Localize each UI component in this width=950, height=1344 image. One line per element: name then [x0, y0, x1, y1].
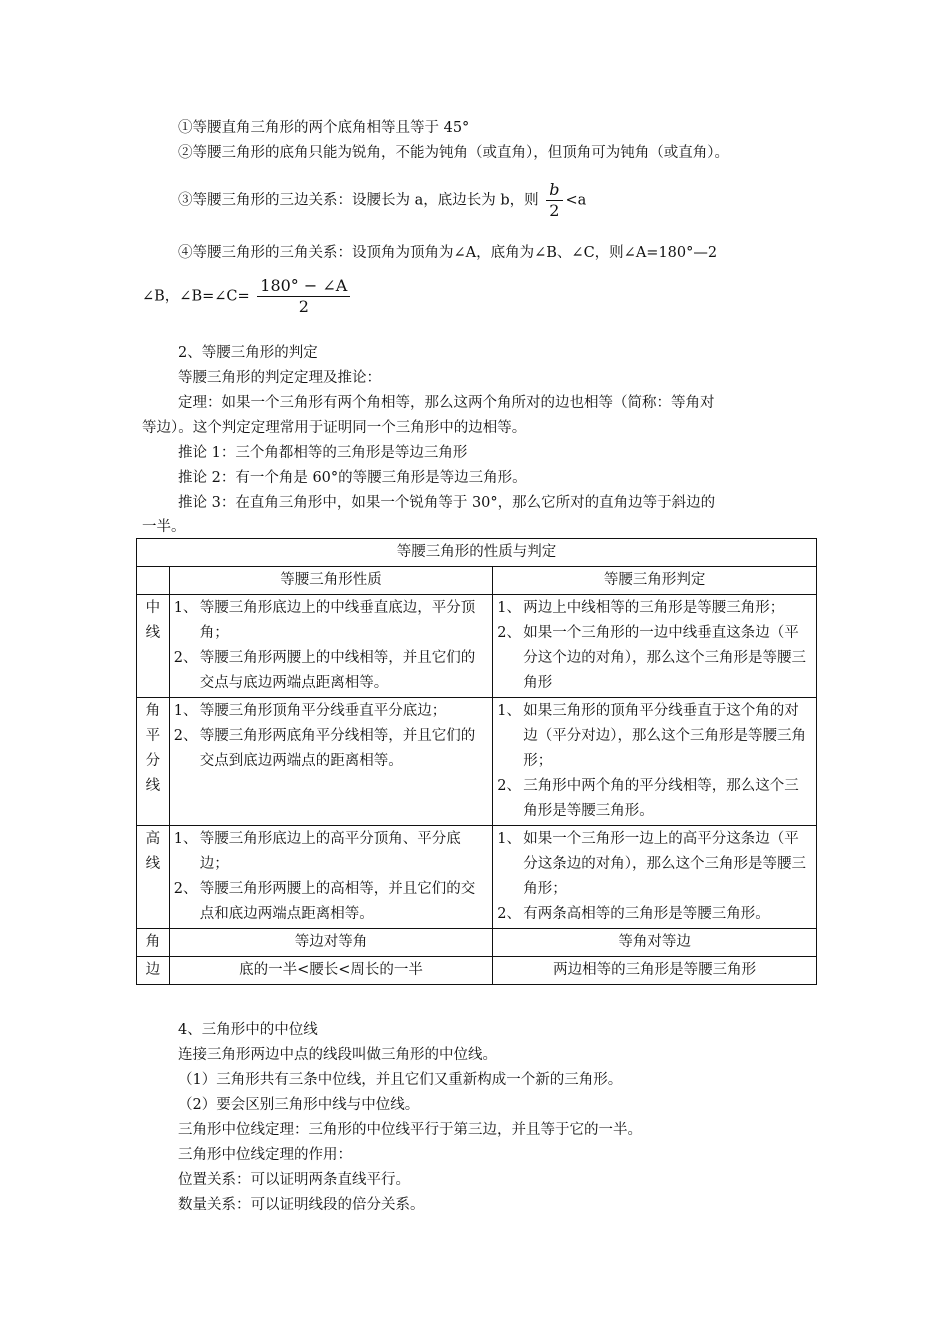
row-property-cell — [169, 698, 493, 826]
item-text: 等腰三角形两腰上的高相等，并且它们的交点和底边两端点距离相等。 — [199, 881, 476, 922]
edge-side: 边 — [137, 957, 170, 985]
row-side-label: 角平分线 — [137, 698, 170, 826]
item-number: 2、 — [497, 625, 522, 641]
item-text: 如果一个三角形的一边中线垂直这条边（平分这个边的对角），那么这个三角形是等腰三角形 — [523, 625, 807, 691]
row-judge-cell — [493, 698, 817, 826]
list-item — [174, 699, 489, 724]
property-4-cont — [142, 276, 353, 317]
judge-heading: 2、等腰三角形的判定 — [178, 345, 318, 361]
property-judge-table — [136, 538, 817, 985]
item-number: 2、 — [497, 778, 522, 794]
fraction-numerator: b — [546, 180, 562, 201]
list-item — [497, 596, 812, 621]
item-number: 1、 — [173, 703, 198, 719]
table-row — [137, 826, 817, 929]
table-row — [137, 698, 817, 826]
header-judge: 等腰三角形判定 — [493, 567, 817, 595]
table-title: 等腰三角形的性质与判定 — [137, 539, 817, 567]
edge-judge: 两边相等的三角形是等腰三角形 — [493, 957, 817, 985]
item-text: 等腰三角形底边上的中线垂直底边，平分顶角； — [199, 600, 476, 641]
fraction-denominator: 2 — [298, 297, 309, 316]
row-property-cell — [169, 595, 493, 698]
item-number: 1、 — [497, 703, 522, 719]
list-item — [174, 724, 489, 774]
list-item — [497, 621, 812, 696]
corollary-2: 推论 2：有一个角是 60°的等腰三角形是等边三角形。 — [178, 470, 527, 486]
header-property: 等腰三角形性质 — [169, 567, 493, 595]
list-item — [497, 774, 812, 824]
fraction-denominator: 2 — [549, 201, 560, 220]
item-text: 等腰三角形底边上的高平分顶角、平分底边； — [199, 831, 461, 872]
angle-prop: 等边对等角 — [169, 929, 493, 957]
item-text: 三角形中两个角的平分线相等，那么这个三角形是等腰三角形。 — [523, 778, 799, 819]
midline-definition: 连接三角形两边中点的线段叫做三角形的中位线。 — [178, 1047, 497, 1063]
property-1: ①等腰直角三角形的两个底角相等且等于 45° — [178, 120, 470, 136]
corollary-3-line-1: 推论 3：在直角三角形中，如果一个锐角等于 30°，那么它所对的直角边等于斜边的 — [178, 495, 716, 511]
theorem-line-2: 等边）。这个判定定理常用于证明同一个三角形中的边相等。 — [142, 420, 527, 436]
list-item — [497, 902, 812, 927]
item-text: 如果三角形的顶角平分线垂直于这个角的对边（平分对边），那么这个三角形是等腰三角形； — [523, 703, 807, 769]
item-number: 2、 — [173, 728, 198, 744]
item-text: 两边上中线相等的三角形是等腰三角形； — [523, 600, 785, 616]
item-text: 等腰三角形两底角平分线相等，并且它们的交点到底边两端点的距离相等。 — [199, 728, 476, 769]
table-row — [137, 595, 817, 698]
item-number: 2、 — [497, 906, 522, 922]
item-number: 2、 — [173, 881, 198, 897]
row-judge-cell — [493, 595, 817, 698]
midline-quantity: 数量关系：可以证明线段的倍分关系。 — [178, 1197, 425, 1213]
edge-prop: 底的一半<腰长<周长的一半 — [169, 957, 493, 985]
theorem-line-1: 定理：如果一个三角形有两个角相等，那么这两个角所对的边也相等（简称：等角对 — [178, 395, 715, 411]
property-3-tail: <a — [565, 192, 587, 209]
item-text: 有两条高相等的三角形是等腰三角形。 — [523, 906, 770, 922]
item-number: 1、 — [497, 831, 522, 847]
midline-usage: 三角形中位线定理的作用： — [178, 1147, 352, 1163]
item-text: 等腰三角形两腰上的中线相等，并且它们的交点与底边两端点距离相等。 — [199, 650, 476, 691]
property-4-cont-text: ∠B，∠B=∠C= — [142, 288, 250, 305]
midline-note-1: （1）三角形共有三条中位线，并且它们又重新构成一个新的三角形。 — [178, 1072, 623, 1088]
midline-theorem: 三角形中位线定理：三角形的中位线平行于第三边，并且等于它的一半。 — [178, 1122, 642, 1138]
fraction-angle — [257, 276, 350, 317]
item-number: 1、 — [173, 600, 198, 616]
angle-row — [137, 929, 817, 957]
property-3 — [178, 180, 586, 221]
list-item — [174, 646, 489, 696]
angle-judge: 等角对等边 — [493, 929, 817, 957]
corollary-3-line-2: 一半。 — [142, 519, 186, 535]
corollary-1: 推论 1：三个角都相等的三角形是等边三角形 — [178, 445, 468, 461]
item-number: 2、 — [173, 650, 198, 666]
item-text: 等腰三角形顶角平分线垂直平分底边； — [199, 703, 447, 719]
item-number: 1、 — [173, 831, 198, 847]
list-item — [174, 827, 489, 877]
item-text: 如果一个三角形一边上的高平分这条边（平分这条边的对角），那么这个三角形是等腰三角形； — [523, 831, 807, 897]
judge-intro: 等腰三角形的判定定理及推论： — [178, 370, 381, 386]
fraction-b-over-2 — [546, 180, 562, 221]
row-judge-cell — [493, 826, 817, 929]
fraction-numerator: 180° − ∠A — [257, 276, 350, 297]
midline-position: 位置关系：可以证明两条直线平行。 — [178, 1172, 410, 1188]
property-3-text: ③等腰三角形的三边关系：设腰长为 a，底边长为 b，则 — [178, 192, 539, 209]
table-title-row — [137, 539, 817, 567]
property-4: ④等腰三角形的三角关系：设顶角为顶角为∠A，底角为∠B、∠C，则∠A=180°—2 — [178, 245, 718, 261]
table-header-row — [137, 567, 817, 595]
header-blank — [137, 567, 170, 595]
list-item — [174, 596, 489, 646]
item-number: 1、 — [497, 600, 522, 616]
edge-row — [137, 957, 817, 985]
midline-heading: 4、三角形中的中位线 — [178, 1022, 318, 1038]
property-2: ②等腰三角形的底角只能为锐角，不能为钝角（或直角），但顶角可为钝角（或直角）。 — [178, 145, 729, 161]
row-side-label: 中线 — [137, 595, 170, 698]
midline-note-2: （2）要会区别三角形中线与中位线。 — [178, 1097, 420, 1113]
list-item — [497, 699, 812, 774]
row-property-cell — [169, 826, 493, 929]
list-item — [497, 827, 812, 902]
list-item — [174, 877, 489, 927]
row-side-label: 高线 — [137, 826, 170, 929]
angle-side: 角 — [137, 929, 170, 957]
